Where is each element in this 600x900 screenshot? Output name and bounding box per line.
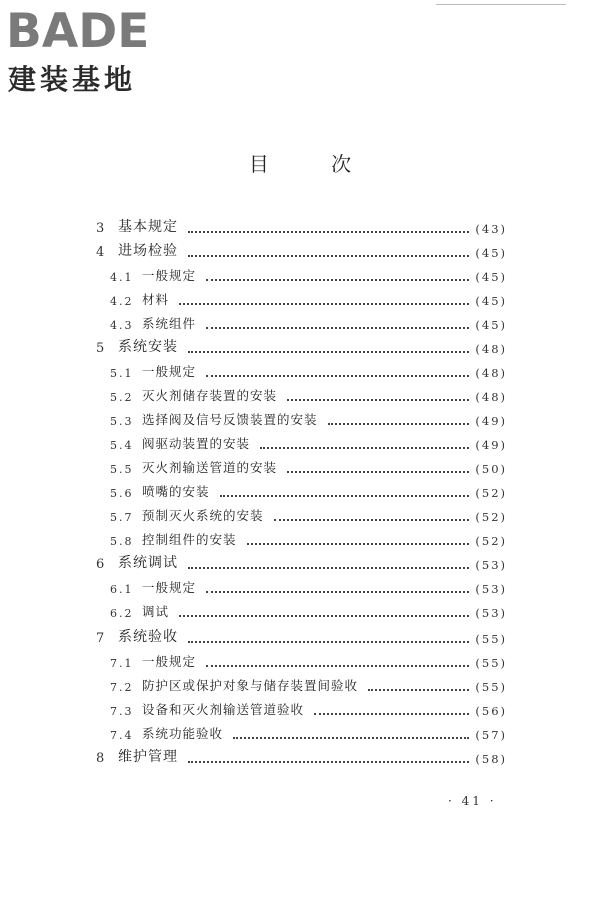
toc-entry-page: (58) bbox=[475, 752, 507, 766]
toc-entry-title: 进场检验 bbox=[118, 243, 178, 259]
dot-leader bbox=[179, 615, 469, 617]
toc-entry bbox=[0, 216, 600, 238]
toc-entry-number: 4 bbox=[96, 245, 105, 260]
toc-entry-title: 系统组件 bbox=[142, 316, 197, 331]
toc-entry-number: 4.3 bbox=[110, 319, 134, 332]
dot-leader bbox=[220, 495, 470, 497]
toc-entry-page: (53) bbox=[475, 582, 507, 596]
dot-leader bbox=[233, 737, 469, 739]
toc-entry bbox=[0, 600, 600, 622]
toc-entry-title: 基本规定 bbox=[118, 219, 178, 235]
toc-entry-page: (45) bbox=[475, 318, 507, 332]
toc-entry-number: 7.3 bbox=[110, 705, 134, 718]
toc-entry-page: (56) bbox=[475, 704, 507, 718]
toc-entry-page: (49) bbox=[475, 438, 507, 452]
logo-subtitle: 建装基地 bbox=[8, 63, 137, 96]
toc-entry-page: (48) bbox=[475, 366, 507, 380]
toc-entry-page: (45) bbox=[475, 270, 507, 284]
toc-entry-title: 调试 bbox=[142, 604, 170, 619]
toc-entry bbox=[0, 384, 600, 406]
toc-entry bbox=[0, 504, 600, 526]
toc-entry bbox=[0, 722, 600, 744]
toc-entry-page: (49) bbox=[475, 414, 507, 428]
dot-leader bbox=[188, 641, 469, 643]
toc-entry-number: 5.5 bbox=[110, 463, 134, 476]
toc-entry-page: (45) bbox=[475, 294, 507, 308]
toc-entry-title: 设备和灭火剂输送管道验收 bbox=[142, 702, 305, 717]
toc-entry bbox=[0, 432, 600, 454]
dot-leader bbox=[206, 327, 469, 329]
toc-entry-title: 喷嘴的安装 bbox=[142, 484, 210, 499]
toc-entry-number: 5.2 bbox=[110, 391, 134, 404]
toc-entry-page: (48) bbox=[475, 390, 507, 404]
dot-leader bbox=[206, 665, 469, 667]
toc-entry-number: 6 bbox=[96, 557, 105, 572]
toc-entry-number: 5.8 bbox=[110, 535, 134, 548]
dot-leader bbox=[260, 447, 469, 449]
toc-entry-title: 维护管理 bbox=[118, 749, 178, 765]
toc-entry-page: (52) bbox=[475, 534, 507, 548]
dot-leader bbox=[274, 519, 470, 521]
dot-leader bbox=[188, 351, 469, 353]
toc-entry bbox=[0, 240, 600, 262]
toc-entry-title: 一般规定 bbox=[142, 654, 197, 669]
toc-entry-title: 预制灭火系统的安装 bbox=[142, 508, 264, 523]
toc-entry-title: 一般规定 bbox=[142, 580, 197, 595]
dot-leader bbox=[287, 471, 469, 473]
toc-entry-number: 8 bbox=[96, 751, 105, 766]
toc-entry-number: 7.2 bbox=[110, 681, 134, 694]
toc-entry-title: 材料 bbox=[142, 292, 170, 307]
toc-entry-title: 灭火剂储存装置的安装 bbox=[142, 388, 278, 403]
toc-entry-page: (52) bbox=[475, 510, 507, 524]
toc-entry-number: 5 bbox=[96, 341, 105, 356]
toc-entry bbox=[0, 626, 600, 648]
toc-entry-title: 阀驱动装置的安装 bbox=[142, 436, 251, 451]
toc-entry-title: 灭火剂输送管道的安装 bbox=[142, 460, 278, 475]
toc-entry-page: (55) bbox=[475, 680, 507, 694]
toc-entry-number: 5.1 bbox=[110, 367, 134, 380]
toc-entry bbox=[0, 456, 600, 478]
toc-entry-number: 4.2 bbox=[110, 295, 134, 308]
toc-entry bbox=[0, 650, 600, 672]
dot-leader bbox=[287, 399, 469, 401]
toc-entry-page: (50) bbox=[475, 462, 507, 476]
toc-entry-page: (43) bbox=[475, 222, 507, 236]
brand-logo bbox=[6, 6, 186, 98]
toc-entry-number: 5.4 bbox=[110, 439, 134, 452]
toc-entry bbox=[0, 576, 600, 598]
dot-leader bbox=[188, 255, 469, 257]
toc-entry-number: 4.1 bbox=[110, 271, 134, 284]
toc-entry bbox=[0, 408, 600, 430]
toc-entry-page: (45) bbox=[475, 246, 507, 260]
toc-entry bbox=[0, 674, 600, 696]
toc-entry-number: 6.1 bbox=[110, 583, 134, 596]
toc-entry bbox=[0, 528, 600, 550]
toc-entry bbox=[0, 698, 600, 720]
toc-entry-number: 6.2 bbox=[110, 607, 134, 620]
toc-entry-page: (53) bbox=[475, 606, 507, 620]
toc-entry-number: 7.4 bbox=[110, 729, 134, 742]
toc-entry-title: 一般规定 bbox=[142, 364, 197, 379]
dot-leader bbox=[188, 567, 469, 569]
dot-leader bbox=[206, 591, 469, 593]
toc-entry bbox=[0, 312, 600, 334]
dot-leader bbox=[188, 761, 469, 763]
toc-entry bbox=[0, 288, 600, 310]
toc-entry-page: (55) bbox=[475, 656, 507, 670]
top-rule bbox=[436, 4, 566, 5]
toc-entry-page: (57) bbox=[475, 728, 507, 742]
toc-entry bbox=[0, 264, 600, 286]
toc-entry-number: 5.7 bbox=[110, 511, 134, 524]
toc-entry-page: (53) bbox=[475, 558, 507, 572]
toc-entry bbox=[0, 360, 600, 382]
toc-entry-title: 控制组件的安装 bbox=[142, 532, 237, 547]
dot-leader bbox=[188, 231, 469, 233]
toc-entry-title: 系统安装 bbox=[118, 339, 178, 355]
toc-entry-title: 系统验收 bbox=[118, 629, 178, 645]
toc-entry-page: (48) bbox=[475, 342, 507, 356]
toc-entry bbox=[0, 480, 600, 502]
toc-entry-title: 一般规定 bbox=[142, 268, 197, 283]
dot-leader bbox=[206, 279, 469, 281]
dot-leader bbox=[206, 375, 469, 377]
dot-leader bbox=[328, 423, 470, 425]
dot-leader bbox=[368, 689, 469, 691]
toc-entry bbox=[0, 552, 600, 574]
dot-leader bbox=[179, 303, 469, 305]
toc-entry-page: (52) bbox=[475, 486, 507, 500]
toc-entry-number: 3 bbox=[96, 221, 105, 236]
toc-entry-page: (55) bbox=[475, 632, 507, 646]
toc-entry bbox=[0, 336, 600, 358]
toc-entry bbox=[0, 746, 600, 768]
toc-entry-title: 系统调试 bbox=[118, 555, 178, 571]
toc-entry-number: 7 bbox=[96, 631, 105, 646]
toc-entry-title: 选择阀及信号反馈装置的安装 bbox=[142, 412, 318, 427]
page-number: · 41 · bbox=[448, 794, 497, 808]
toc-entry-title: 防护区或保护对象与储存装置间验收 bbox=[142, 678, 359, 693]
page-title: 目 次 bbox=[248, 152, 380, 176]
toc-entry-number: 7.1 bbox=[110, 657, 134, 670]
toc-entry-title: 系统功能验收 bbox=[142, 726, 224, 741]
dot-leader bbox=[247, 543, 470, 545]
toc-entry-number: 5.3 bbox=[110, 415, 134, 428]
toc-entry-number: 5.6 bbox=[110, 487, 134, 500]
logo-wordmark: BADE bbox=[6, 4, 150, 59]
dot-leader bbox=[314, 713, 469, 715]
